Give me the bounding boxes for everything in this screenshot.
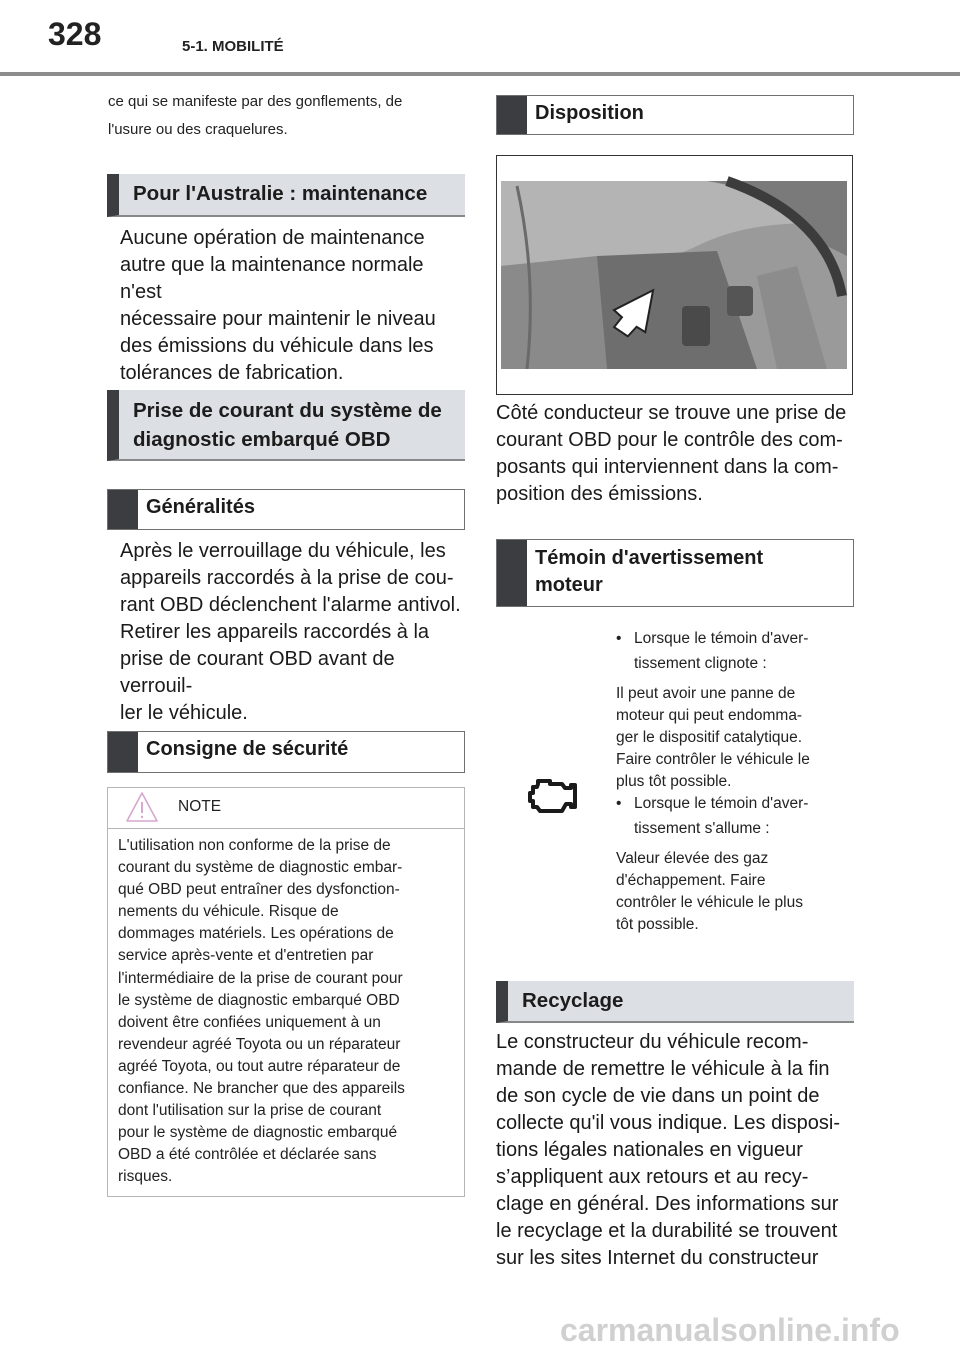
heading-recycling: Recyclage [496,981,854,1023]
note-text: L'utilisation non conforme de la prise de courant du système de diagnostic embar- qué OBD peut entraîner des dysfonction- nements du véhicule. Risque de dommages matériels. Les opérations de service après-vente et d'entretien par l'intermédiaire de la prise de courant pour le système de diagnostic embarqué OBD doivent être confiées uniquement à un revendeur agréé Toyota ou un réparateur agréé Toyota, ou tout autre réparateur de confiance. Ne brancher que des appareils dont l'utilisation sur la prise de courant pour le système de diagnostic embarqué OBD a été contrôlée et déclarée sans risques. [118,837,405,1186]
heading-obd-socket: Prise de courant du système de diagnostic embarqué OBD [107,390,465,461]
lit-explanation: Valeur élevée des gaz d'échappement. Faire contrôler le véhicule le plus tôt possible. [616,850,803,933]
car-interior-illustration [497,156,852,394]
watermark: carmanualsonline.info [560,1312,900,1348]
heading-disposition: Disposition [496,95,854,135]
warning-details: • Lorsque le témoin d'aver- tissement clignote : Il peut avoir une panne de moteur qui peut endomma- ger le dispositif catalytique. Faire contrôler le véhicule le plus tôt possible. • Lorsque le témoin d'aver- tissement s'allume : Valeur élevée des gaz d'échappement. Faire contrôler le véhicule le plus tôt possible. [616,628,851,936]
australia-paragraph: Aucune opération de maintenance autre que la maintenance normale n'est nécessaire pour maintenir le niveau des émissions du véhicule dans les tolérances de fabrication. [120,227,436,384]
heading-engine-warning: Témoin d'avertissement moteur [496,539,854,607]
general-paragraph: Après le verrouillage du véhicule, les appareils raccordés à la prise de cou- rant OBD déclenchent l'alarme antivol. Retirer les appareils raccordés à la prise de courant OBD avant de verrouil- ler le véhicule. [120,540,461,724]
heading-safety: Consigne de sécurité [107,731,465,773]
section-title: 5-1. MOBILITÉ [182,38,284,55]
note-box [107,787,465,1197]
page-number: 328 [48,16,102,52]
recycling-paragraph: Le constructeur du véhicule recom- mande de remettre le véhicule à la fin de son cycle de vie dans un point de collecte qu'il vous indique. Les disposi- tions légales nationales en vigueur s’appliquent aux retours et au recy- clage en général. Des informations sur le recyclage et la durabilité se trouvent sur les sites Internet du constructeur [496,1031,841,1269]
note-label: NOTE [178,798,222,815]
header-divider [0,72,960,76]
heading-australia-maintenance: Pour l'Australie : maintenance [107,174,465,217]
warning-triangle-icon [125,791,159,823]
bullet-blinking: • Lorsque le témoin d'aver- [616,628,851,650]
note-header [108,788,464,829]
obd-location-image [496,155,853,395]
engine-warning-icon [528,776,578,816]
blinking-explanation: Il peut avoir une panne de moteur qui peut endomma- ger le dispositif catalytique. Faire contrôler le véhicule le plus tôt possible. [616,685,810,790]
intro-paragraph: ce qui se manifeste par des gonflements, de l'usure ou des craquelures. [108,93,403,138]
disposition-paragraph: Côté conducteur se trouve une prise de courant OBD pour le contrôle des com- posants qui interviennent dans la com- position des émissions. [496,402,847,505]
bullet-lit: • Lorsque le témoin d'aver- [616,793,851,815]
heading-general: Généralités [107,489,465,530]
